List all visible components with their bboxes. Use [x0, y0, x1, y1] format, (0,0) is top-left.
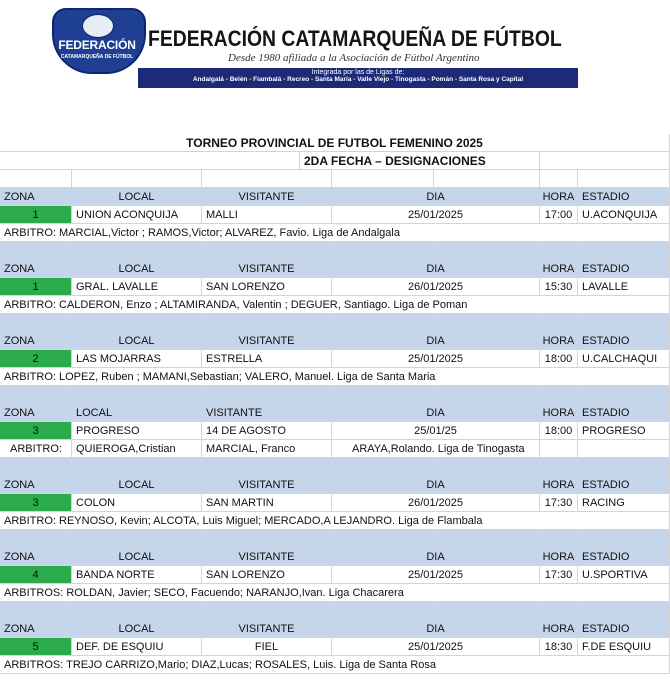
visiting-team: FIEL [202, 638, 332, 656]
visiting-team: SAN LORENZO [202, 566, 332, 584]
match-row [0, 278, 670, 296]
match-date: 25/01/25 [332, 422, 540, 440]
column-header-estadio: ESTADIO [578, 476, 670, 494]
zone-number: 1 [0, 206, 72, 224]
referee-row [0, 296, 670, 314]
empty-cell [578, 386, 670, 404]
tournament-title: TORNEO PROVINCIAL DE FUTBOL FEMENINO 2025 [0, 134, 670, 152]
empty-cell [540, 602, 578, 620]
empty-cell [0, 386, 72, 404]
empty-cell [540, 458, 578, 476]
empty-cell [72, 602, 202, 620]
match-date: 26/01/2025 [332, 494, 540, 512]
column-header-dia: DIA [332, 260, 540, 278]
zone-number: 5 [0, 638, 72, 656]
column-header-estadio: ESTADIO [578, 188, 670, 206]
referees-text: ARBITROS: TREJO CARRIZO,Mario; DIAZ,Lucas; ROSALES, Luis. Liga de Santa Rosa [0, 656, 670, 674]
column-header-estadio: ESTADIO [578, 404, 670, 422]
column-header-zona: ZONA [0, 188, 72, 206]
column-header-local: LOCAL [72, 188, 202, 206]
visiting-team: 14 DE AGOSTO [202, 422, 332, 440]
column-header-row [0, 404, 670, 422]
empty-cell [202, 386, 332, 404]
column-header-zona: ZONA [0, 548, 72, 566]
empty-cell [434, 530, 540, 548]
local-team: LAS MOJARRAS [72, 350, 202, 368]
column-header-row [0, 620, 670, 638]
empty-cell [578, 602, 670, 620]
column-header-row [0, 260, 670, 278]
empty-cell [332, 170, 434, 188]
spacer-row [0, 170, 670, 188]
match-time: 17:30 [540, 494, 578, 512]
referee-row [0, 584, 670, 602]
column-header-row [0, 332, 670, 350]
local-team: UNION ACONQUIJA [72, 206, 202, 224]
column-header-visitante: VISITANTE [202, 404, 332, 422]
separator-row [0, 242, 670, 260]
column-header-visitante: VISITANTE [202, 476, 332, 494]
local-team: GRAL. LAVALLE [72, 278, 202, 296]
federation-title: FEDERACIÓN CATAMARQUEÑA DE FÚTBOL [148, 26, 562, 51]
zone-number: 1 [0, 278, 72, 296]
empty-cell [72, 530, 202, 548]
separator-row [0, 602, 670, 620]
match-row [0, 638, 670, 656]
visiting-team: SAN LORENZO [202, 278, 332, 296]
column-header-visitante: VISITANTE [202, 260, 332, 278]
empty-cell [578, 440, 670, 458]
empty-cell [0, 242, 72, 260]
empty-cell [0, 602, 72, 620]
column-header-hora: HORA [540, 404, 578, 422]
empty-cell [0, 530, 72, 548]
column-header-estadio: ESTADIO [578, 548, 670, 566]
column-header-estadio: ESTADIO [578, 332, 670, 350]
match-time: 18:00 [540, 422, 578, 440]
empty-cell [332, 530, 434, 548]
zone-number: 3 [0, 422, 72, 440]
separator-row [0, 458, 670, 476]
empty-cell [202, 458, 332, 476]
tournament-subtitle: 2DA FECHA – DESIGNACIONES [300, 152, 540, 170]
column-header-zona: ZONA [0, 620, 72, 638]
empty-cell [0, 152, 300, 170]
empty-cell [434, 242, 540, 260]
referee-row [0, 656, 670, 674]
empty-cell [202, 530, 332, 548]
separator-row [0, 386, 670, 404]
stadium: F.DE ESQUIU [578, 638, 670, 656]
empty-cell [540, 152, 670, 170]
empty-cell [434, 170, 540, 188]
stadium: U.ACONQUIJA [578, 206, 670, 224]
stadium: RACING [578, 494, 670, 512]
referee-row [0, 224, 670, 242]
local-team: PROGRESO [72, 422, 202, 440]
empty-cell [72, 386, 202, 404]
column-header-hora: HORA [540, 548, 578, 566]
match-date: 25/01/2025 [332, 206, 540, 224]
column-header-dia: DIA [332, 476, 540, 494]
logo-name: FEDERACIÓN [58, 38, 136, 52]
empty-cell [0, 314, 72, 332]
empty-cell [540, 386, 578, 404]
referee-2: MARCIAL, Franco [202, 440, 332, 458]
logo-subtitle: CATAMARQUEÑA DE FÚTBOL [60, 54, 134, 60]
federation-logo [52, 8, 142, 70]
leagues-intro: Integrada por las de Ligas de: [311, 69, 405, 76]
visiting-team: ESTRELLA [202, 350, 332, 368]
empty-cell [578, 242, 670, 260]
leagues-bar [138, 68, 578, 88]
match-row [0, 494, 670, 512]
local-team: COLON [72, 494, 202, 512]
column-header-dia: DIA [332, 620, 540, 638]
empty-cell [202, 314, 332, 332]
stadium: U.SPORTIVA [578, 566, 670, 584]
empty-cell [540, 170, 578, 188]
empty-cell [72, 314, 202, 332]
empty-cell [434, 314, 540, 332]
referees-text: ARBITRO: REYNOSO, Kevin; ALCOTA, Luis Miguel; MERCADO,A LEJANDRO. Liga de Flambala [0, 512, 670, 530]
empty-cell [578, 458, 670, 476]
column-header-dia: DIA [332, 332, 540, 350]
column-header-hora: HORA [540, 332, 578, 350]
column-header-local: LOCAL [72, 548, 202, 566]
empty-cell [540, 440, 578, 458]
tournament-title-row [0, 134, 670, 152]
column-header-dia: DIA [332, 188, 540, 206]
match-date: 25/01/2025 [332, 350, 540, 368]
empty-cell [0, 458, 72, 476]
match-row [0, 422, 670, 440]
referee-row [0, 512, 670, 530]
referee-row [0, 368, 670, 386]
empty-cell [434, 458, 540, 476]
match-date: 25/01/2025 [332, 566, 540, 584]
column-header-visitante: VISITANTE [202, 548, 332, 566]
match-row [0, 206, 670, 224]
zone-number: 3 [0, 494, 72, 512]
match-time: 18:00 [540, 350, 578, 368]
match-time: 17:30 [540, 566, 578, 584]
empty-cell [540, 242, 578, 260]
empty-cell [0, 170, 72, 188]
match-date: 26/01/2025 [332, 278, 540, 296]
column-header-hora: HORA [540, 620, 578, 638]
column-header-zona: ZONA [0, 332, 72, 350]
local-team: DEF. DE ESQUIU [72, 638, 202, 656]
referees-text: ARBITRO: MARCIAL,Victor ; RAMOS,Victor; ALVAREZ, Favio. Liga de Andalgala [0, 224, 670, 242]
referees-text: ARBITRO: CALDERON, Enzo ; ALTAMIRANDA, Valentin ; DEGUER, Santiago. Liga de Poman [0, 296, 670, 314]
match-time: 15:30 [540, 278, 578, 296]
empty-cell [540, 530, 578, 548]
stadium: LAVALLE [578, 278, 670, 296]
match-row [0, 566, 670, 584]
empty-cell [332, 458, 434, 476]
column-header-row [0, 188, 670, 206]
separator-row [0, 314, 670, 332]
referee-3-and-league: ARAYA,Rolando. Liga de Tinogasta [332, 440, 540, 458]
ball-icon [82, 14, 114, 38]
designations-sheet [0, 130, 670, 694]
empty-cell [434, 602, 540, 620]
referee-label: ARBITRO: [0, 440, 72, 458]
federation-header [0, 0, 670, 90]
empty-cell [434, 386, 540, 404]
column-header-dia: DIA [332, 548, 540, 566]
match-date: 25/01/2025 [332, 638, 540, 656]
column-header-local: LOCAL [72, 476, 202, 494]
empty-cell [202, 170, 332, 188]
column-header-hora: HORA [540, 476, 578, 494]
empty-cell [332, 386, 434, 404]
column-header-visitante: VISITANTE [202, 332, 332, 350]
empty-cell [202, 602, 332, 620]
column-header-local: LOCAL [72, 404, 202, 422]
column-header-local: LOCAL [72, 260, 202, 278]
referee-row [0, 440, 670, 458]
empty-cell [72, 242, 202, 260]
column-header-hora: HORA [540, 188, 578, 206]
column-header-estadio: ESTADIO [578, 260, 670, 278]
column-header-zona: ZONA [0, 260, 72, 278]
zone-number: 2 [0, 350, 72, 368]
column-header-row [0, 476, 670, 494]
match-time: 17:00 [540, 206, 578, 224]
empty-cell [578, 170, 670, 188]
empty-cell [578, 530, 670, 548]
referees-text: ARBITRO: LOPEZ, Ruben ; MAMANI,Sebastian; VALERO, Manuel. Liga de Santa Maria [0, 368, 670, 386]
local-team: BANDA NORTE [72, 566, 202, 584]
empty-cell [540, 314, 578, 332]
empty-cell [332, 602, 434, 620]
match-row [0, 350, 670, 368]
empty-cell [202, 242, 332, 260]
match-time: 18:30 [540, 638, 578, 656]
empty-cell [578, 314, 670, 332]
column-header-row [0, 548, 670, 566]
column-header-estadio: ESTADIO [578, 620, 670, 638]
zone-number: 4 [0, 566, 72, 584]
column-header-visitante: VISITANTE [202, 188, 332, 206]
stadium: U.CALCHAQUI [578, 350, 670, 368]
column-header-local: LOCAL [72, 332, 202, 350]
referee-1: QUIEROGA,Cristian [72, 440, 202, 458]
empty-cell [72, 458, 202, 476]
column-header-local: LOCAL [72, 620, 202, 638]
column-header-dia: DIA [332, 404, 540, 422]
referees-text: ARBITROS: ROLDAN, Javier; SECO, Facuendo; NARANJO,Ivan. Liga Chacarera [0, 584, 670, 602]
federation-subtitle: Desde 1980 afiliada a la Asociación de Fútbol Argentino [228, 52, 480, 64]
separator-row [0, 530, 670, 548]
column-header-hora: HORA [540, 260, 578, 278]
leagues-list: Andalgalá - Belén - Fiambalá - Recreo - Santa María - Valle Viejo - Tinogasta - Pomán - Santa Rosa y Capital [192, 76, 524, 83]
empty-cell [332, 242, 434, 260]
column-header-visitante: VISITANTE [202, 620, 332, 638]
empty-cell [72, 170, 202, 188]
column-header-zona: ZONA [0, 476, 72, 494]
empty-cell [332, 314, 434, 332]
stadium: PROGRESO [578, 422, 670, 440]
column-header-zona: ZONA [0, 404, 72, 422]
visiting-team: SAN MARTIN [202, 494, 332, 512]
visiting-team: MALLI [202, 206, 332, 224]
tournament-subtitle-row [0, 152, 670, 170]
